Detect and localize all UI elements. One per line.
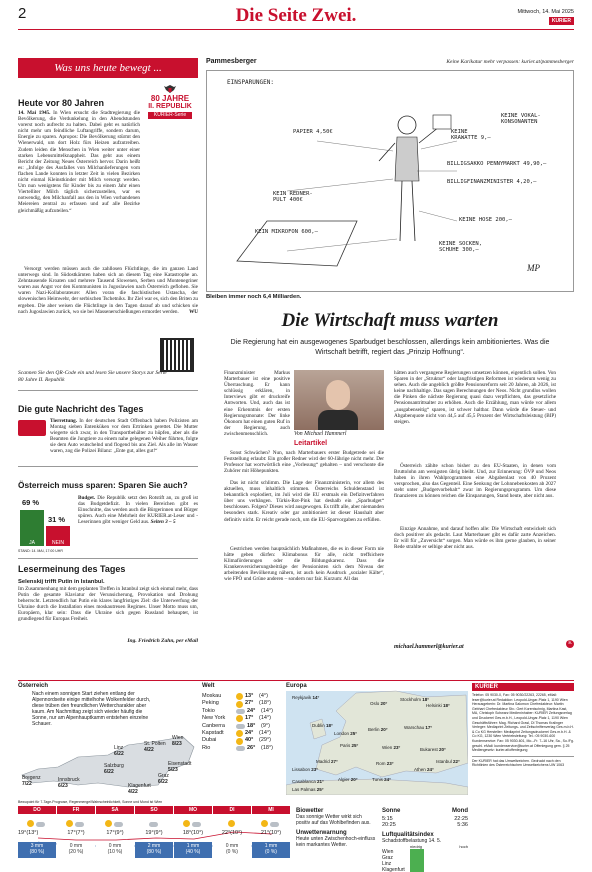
europe-city-temp: Wien 23° xyxy=(382,745,401,750)
sun-moon-air: Sonne Mond 5:15 22:25 20:25 5:36 Luftqualitätsindex Schadstoffbelastung 14. 5. niedrig hoch Wien Graz Linz Klagenfurt xyxy=(382,808,468,872)
world-list xyxy=(202,693,282,752)
europe-city-temp: Dublin 18° xyxy=(312,723,333,728)
cartoon-text: BILLIGFINANZMINISTER 4,20,– xyxy=(447,179,537,185)
editorial-col1-c: Das ist nicht schlimm. Die Lage der Finanzministerin, vor allem des aktuellen, muss inhaltlich stimmen. Österreichs Schuldenstand ist bekanntlich explodiert, im Juli wird die EU erstmals ein Defizitverfahren über uns verhängen. Türkis-Rot-Pink hat deshalb ein „Sparbudget“ beschlossen. Folgen? Dieses wird ausgewogen. Es trifft alle, aber niemanden besonders stark. Kreativ oder gar ambitioniert ist dieser Haushalt aber definitiv nicht. Er reicht gerade noch, um die EU-Sparvorgaben zu erfüllen. xyxy=(224,480,384,523)
cartoon-frame xyxy=(206,70,574,292)
air-quality-row: Wien xyxy=(382,849,468,855)
editorial-col2-a: hätten auch vergangene Regierungen umsetzen können, eigentlich sollen. Von Sparen in der „Struktur“ oder langfristigen Reformen ist wiederum wenig zu sehen. Auch die angeblich größte Pensionsreform seit 20 Jahren, ab 2026, ist keine nachhaltige. Das sagen Berechnungen der Neos. Nicht grundlos wollen die Pinken die nächste Regierung quasi dazu verpflichten, das gesetzliche Pensionsantrittsalter zu erhöhen. Auch die Erzählung, man würde vor allem „ausgabenseitig“ sparen, ist schwer haltbar. Dann würde die Steuer- und Abgabenquote nicht von 44,5 auf 45,5 Prozent der Wirtschaftsleistung (BIP) steigen. xyxy=(394,370,556,425)
air-sub: Schadstoffbelastung 14. 5. xyxy=(382,838,442,844)
police-icon xyxy=(18,420,46,436)
cartoon-section xyxy=(206,34,574,302)
europe-city-temp: Paris 25° xyxy=(340,743,359,748)
impressum xyxy=(472,683,574,869)
letter-subheading: Selenskij trifft Putin in Istanbul. xyxy=(18,579,105,585)
world-row: Moskau 13° (4°) xyxy=(202,693,268,699)
editorial-col1-b: Sonst Schwächen? Nun, nach Marterbauers erster Budgetrede sei die Feststellung erlaubt: Ein großer Redner wird der 60-Jährige nicht mehr. Der Professor hat wortwörtlich eine „Vorlesung“ gehalten – und verschonte die Zuhörer mit Höhepunkten. xyxy=(224,450,384,475)
weather-world xyxy=(202,683,282,795)
cartoon-text: KEIN MIKROFON 600,– xyxy=(255,229,318,235)
impressum-text: Telefon: 05 9030-0, Fax: 05 9030/22263, 22265, eMail: leser@kurier.at Redaktion: Leopold-Ungar-Platz 1, 1190 Wien Herausgeberin: Dr. Martina Salomon Chefredakteur: Martin Gebhart Chefredakteur Stv.: Gert Korentschnig, Martina Kast, MA, Christoph Schwarz Medieninhaber: KURIER Zeitungsverlag und Druckerei Ges.m.b.H., Leopold-Ungar-Platz 1, 1190 Wien Geschäftsführer: Mag. Richard Grasl, DI Thomas Kralinger Verleger: Mediaprint Zeitungs- und Zeitschriftenverlag Ges.m.b.H. & Co KG Hersteller: Mediaprint Zeitungsdruckerei Ges.m.b.H. & Co KG, 1230 Wien Vertriebsleitung: Tel.: 05 9030-600 Kundenservice: Fax: 05 9030-601, Mo.–Fr. 7–16 Uhr, Sa., So./Fg. geschl. eMail: kundenservice@kurier.at Offenlegung gem. § 25 Mediengesetz: kurier.at/offenlegung xyxy=(472,693,574,753)
sun-icon xyxy=(105,820,112,827)
cartoon-text: BILLIGSAKKO PENNYMARKT 49,90,– xyxy=(447,161,547,167)
sun-icon xyxy=(261,820,268,827)
air-heading: Luftqualitätsindex xyxy=(382,832,434,838)
editorial xyxy=(206,310,574,676)
austria-heading: Österreich xyxy=(18,683,49,689)
cartoon-text: KEINE VOKAL-KONSONANTEN xyxy=(501,113,541,125)
poll-yes-value: 69 % xyxy=(22,498,40,507)
forecast-day: DI 22°(10°) 0 mm (0 %) xyxy=(213,806,251,858)
seven-day-forecast xyxy=(18,806,292,866)
austria-city-temp: Eisenstadt 5/23 xyxy=(168,761,192,773)
austria-city-temp: Linz 6/22 xyxy=(114,745,124,757)
europe-city-temp: Rom 23° xyxy=(376,761,394,766)
editorial-kicker: Leitartikel xyxy=(294,440,328,447)
austria-city-temp: Bregenz 7/22 xyxy=(22,775,41,787)
europe-city-temp: Madrid 27° xyxy=(316,759,338,764)
austria-city-temp: Salzburg 6/22 xyxy=(104,763,124,775)
good-news-heading: Die gute Nachricht des Tages xyxy=(18,404,144,414)
section-banner-title: Was uns heute bewegt ... xyxy=(54,62,162,74)
biowetter-heading: Biowetter xyxy=(296,808,324,814)
divider xyxy=(18,390,198,391)
cartoon-caption: Bleiben immer noch 6,4 Milliarden. xyxy=(206,294,302,300)
austria-forecast-text: Nach einem sonnigen Start ziehen entlang der Alpennordseite einige mittelhohe Wolkenfelder durch, diese trüben den freundlichen Wettercharakter aber kaum. Am Nachmittag zeigt sich wieder häufig die Sonne, nur am Alpenhauptkamm entstehen einzelne Schauer. xyxy=(32,691,151,727)
divider xyxy=(18,558,198,559)
letter-author: Ing. Friedrich Zahn, per eMail xyxy=(127,638,198,644)
history-text xyxy=(18,110,140,214)
world-row: Peking 27° (18°) xyxy=(202,700,271,707)
author-email[interactable]: michael.hammerl@kurier.at xyxy=(394,644,464,650)
cloud-icon xyxy=(236,746,245,751)
cloud-icon xyxy=(236,709,245,714)
cartoonist-signature: MP xyxy=(527,263,540,273)
moon-label: Mond xyxy=(452,808,468,814)
sun-icon xyxy=(236,738,243,745)
editorial-col1-d: Gestrichen werden hauptsächlich Maßnahmen, die es in dieser Form nie hätte geben dürfen: Klimabonus für alle, nicht treffsichere Klimaförderungen oder die Bildungskarenz. Dass die Krankenversicherungsbeiträge der Pensionisten sich dem Niveau der arbeitenden Bevölkerung nähern, ist auch kein Ausdruck „sozialer Kälte“, wie FPÖ und Grüne anderen – sondern nur fair. Kurzum: All das xyxy=(224,546,384,583)
air-quality-row: Klagenfurt xyxy=(382,867,468,872)
weather-rule xyxy=(18,680,574,681)
sun-icon xyxy=(236,730,243,737)
author-photo xyxy=(294,370,384,430)
world-row: Tokio 24° (14°) xyxy=(202,707,273,714)
europe-city-temp: Warschau 17° xyxy=(404,725,433,730)
badge-line-2: II. REPUBLIK xyxy=(148,103,192,110)
europe-city-temp: Las Palmas 25° xyxy=(292,787,324,792)
forecast-day: MO 18°(10°) 1 mm (40 %) xyxy=(174,806,212,858)
weather-austria xyxy=(18,683,198,795)
divider xyxy=(18,466,198,467)
cartoon-text: KEIN REDNER-PULT 400€ xyxy=(273,191,313,203)
poll-yes-bar xyxy=(20,510,44,540)
world-row: Canberra 18° (9°) xyxy=(202,722,270,729)
sun-icon xyxy=(66,820,73,827)
sun-icon xyxy=(236,701,243,708)
history-text-2: Versorgt werden müssen auch die zahllosen Flüchtlinge, die im ganzen Land unterwegs sind. In Südostkärnten haben sich an diesem Tag eine Katastrophe an. Zehntausende Kroaten und mehrere Tausend Slowenen, Serben und Montenegriner waren aus Angst vor den Kommunisten in Jugoslawien nach Österreich geflohen. Sie waren Nazi-Kollaborateure: Allen voran die faschistischen Ustascha, der slowenischen Heimwehr, der serbischen Tschetniks. Ihr Ziel war es, sich den Briten zu ergeben. Die aber weisen die Flüchtlinge in den Tagen darauf ab und schicken sie nach Jugoslawien zurück, wo sie bei Massenerschießungen ermordet werden. WU xyxy=(18,266,198,315)
europe-city-temp: Tunis 24° xyxy=(372,777,391,782)
editorial-title: Die Wirtschaft muss warten xyxy=(281,310,499,331)
europe-city-temp: Istanbul 22° xyxy=(436,759,460,764)
cartoon-text: KEINE SOCKEN, SCHUHE 300,– xyxy=(439,241,483,253)
europe-city-temp: Algier 20° xyxy=(338,777,358,782)
cloud-icon xyxy=(149,822,158,827)
cartoon-label: Pammesberger xyxy=(206,58,257,65)
sun-icon xyxy=(183,820,190,827)
impressum-brand: KURIER xyxy=(472,683,574,691)
cloud-icon xyxy=(270,822,279,827)
poll-no-value: 31 % xyxy=(48,515,66,524)
sun-icon xyxy=(27,820,34,827)
author-name: Von Michael Hammerl xyxy=(294,431,347,437)
good-news-text: Tierrettung. In der deutschen Stadt Offenbach haben Polizisten am Montag sieben Entenküken vor dem Ertrinken gerettet. Die Mutter wiegerte sich zwar, in den Transportbehälter zu hüpfen, aber als die Beamten die Jungtiere zu einem nahe gelegenen Weiher führten, folgte sie dem Auto wutschelnd und flogend bis ans Ziel. Als alle im Wasser waren, zog die Polizei Bilanz: „Ente gut, alles gut!“ xyxy=(50,418,198,455)
europe-city-temp: Reykjavik 14° xyxy=(292,695,320,700)
history-lead: 14. Mai 1945. xyxy=(18,110,51,116)
europe-city-temp: Helsinki 18° xyxy=(426,703,450,708)
page-title: Die Seite Zwei. xyxy=(235,5,357,26)
masthead-rule xyxy=(18,29,574,30)
cartoon-text: EINSPARUNGEN: xyxy=(227,79,274,86)
cloud-icon xyxy=(75,822,84,827)
cartoon-text: KEINE KRAWATTE 9,– xyxy=(451,129,491,141)
air-quality-row: Linz xyxy=(382,861,468,867)
sun-icon xyxy=(228,820,235,827)
europe-city-temp: Athen 24° xyxy=(414,767,434,772)
letter-text: Im Zusammenhang mit dem geplanten Treffen in Istanbul zeigt sich einmal mehr, dass Putin die gesamte Klaviatur der Verunsicherung, Provokation und Drohung beherrscht. Letztendlich hat Putin ein klares langfristiges Ziel: die Unterwerfung der Ukraine durch die Installation eines moskautreuen Regimes. Unser Motto muss um, Europäern, klar sein: Dass die Ukraine sich gegen Russland behauptet, ist grundlegend für Europas Freiheit. xyxy=(18,586,198,623)
austria-map xyxy=(18,723,198,793)
world-row: New York 17° (14°) xyxy=(202,715,271,722)
forecast-day: SA 17°(9°) 0 mm (10 %) xyxy=(96,806,134,858)
europe-city-temp: Bukarest 20° xyxy=(420,747,446,752)
editorial-col2-b: Österreich zählte schon bisher zu den EU-Staaten, in denen vom Bruttolohn am wenigsten übrig bleibt. Und, zur Erinnerung: ÖVP und Neos haben in ihren Wahlprogrammen eine Abgabenlast von 40 Prozent versprochen, also das Gegenteil. Eine Senkung der Lohnnebenkosten ab 2027 steht unter „Budgetvorbehalt“ zwar im Regierungsprogramm. Um diese finanzieren zu können reichen die Einsparungen, Stand heute, aber nicht aus. xyxy=(394,463,556,500)
world-row: Rio 26° (18°) xyxy=(202,744,273,751)
europe-city-temp: Stockholm 18° xyxy=(400,697,430,702)
kurier-k-icon: K xyxy=(566,640,574,648)
poll-yes-label: JA xyxy=(20,540,44,546)
cloud-icon xyxy=(114,822,123,827)
world-row: Dubai 40° (29°) xyxy=(202,737,271,744)
austria-city-temp: Innsbruck 6/23 xyxy=(58,777,80,789)
poll-ref-link[interactable]: Seiten 3 – 5 xyxy=(150,519,176,526)
cloud-icon xyxy=(36,822,45,827)
weather-europe xyxy=(286,683,468,795)
biowetter xyxy=(296,808,376,848)
page-number: 2 xyxy=(18,5,27,22)
poll-source: STAND: 14. MAI, 17:00 UHR xyxy=(18,549,63,553)
biowetter-text: Das sonnige Wetter wirkt sich positiv auf das Wohlbefinden aus. xyxy=(296,814,371,826)
europe-city-temp: London 25° xyxy=(334,731,358,736)
poll-heading: Österreich muss sparen: Sparen Sie auch? xyxy=(18,480,188,490)
austria-eagle-icon xyxy=(163,84,177,94)
poll-no-bar xyxy=(46,526,70,540)
sun-icon xyxy=(236,693,243,700)
europe-city-temp: Casablanca 21° xyxy=(292,779,324,784)
anniversary-badge xyxy=(142,84,198,142)
poll-chart xyxy=(18,494,74,548)
unwetter-text: Heute unten Zwischenhoch-einfluss kein markantes Wetter. xyxy=(296,836,376,848)
impressum-footer: Der KURIER hat das Umweltzeichen. Gedruckt nach den Richtlinien des Österreichischen Umweltzeichens UW 1063 xyxy=(472,756,574,768)
europe-city-temp: Lissabon 23° xyxy=(292,767,319,772)
world-heading: Welt xyxy=(202,683,215,689)
austria-city-temp: Wien 8/23 xyxy=(172,735,184,747)
europe-city-temp: Oslo 20° xyxy=(370,701,388,706)
issue-date: Mittwoch, 14. Mai 2025 xyxy=(517,9,574,15)
austria-city-temp: Graz 6/22 xyxy=(158,773,169,785)
sun-label: Sonne xyxy=(382,808,401,814)
weather-footnote: Bewupoint für 7-Tage-Prognose, Regenmenge/Wahrscheinlichkeit, Sonne und Mond ist Wien xyxy=(18,800,163,804)
badge-line-3: KURIER-Serie xyxy=(148,112,192,119)
poll-no-label: NEIN xyxy=(46,540,70,546)
unwetter-heading: Unwetterwarnung xyxy=(296,830,347,836)
editorial-subtitle: Die Regierung hat ein ausgewogenes Sparbudget beschlossen, allerdings kein ambitioniertes. Was die Wirtschaft betrifft, regiert das „Prinzip Hoffnung“. xyxy=(230,339,550,356)
history-text-1: In Wien ersucht die Stadtregierung die Bevölkerung, die Verdunkelung in den Abendstunden vorerst noch aufrecht zu halten. Dabei geht es natürlich nicht mehr um feindliche Luftangriffe, sondern darum, Energie zu sparen. Apropos: Die Bevölkerung stürmt den Wienerwald, um dort Holz fürs Heizen aufzutreiben. Zudem leiden die Menschen in Wien weiter unter einer starken Lebensmittelknappheit. Das geht aus einem Bericht der Zeitung Neues Österreich hervor. Darin heißt es: „Infolge des Ausfalles von Milchanlieferungen vom flachen Lande konnten in letzter Zeit in vielen Bezirken nicht einmal Kleinstkinder mit Milch versorgt werden. Um nun wenigstens für Kinder bis zu einem Jahr einen Viertelliter Milch täglich sicherzustellen, war es notwendig, den Milchanfall aus den in Wien vorhandenen Meiereien zentral zu erfassen und auf alle Bezirke gleichmäßig aufzuteilen.“ xyxy=(18,110,140,214)
europe-heading: Europa xyxy=(286,683,307,689)
cartoon-text: KEINE HOSE 200,– xyxy=(459,217,512,223)
sun-icon xyxy=(236,715,243,722)
europe-city-temp: Berlin 20° xyxy=(368,727,388,732)
cartoon-tagline[interactable]: Keine Karikatur mehr verpassen: kurier.at/pammesberger xyxy=(446,59,574,65)
editorial-col1-a: Finanzminister Markus Marterbauer ist eine positive Überraschung. Er kann schlüssig erklären, in Interviews gibt er druckreife Antworten. Und, auch das ist eine Erkenntnis der ersten Regierungsmonate: Der linke Ökonom hat einen guten Ruf in der Regierung, auch zwischenmenschlich. xyxy=(224,370,290,437)
qr-code[interactable] xyxy=(160,338,194,372)
air-quality-row: Graz xyxy=(382,855,468,861)
forecast-day: MI 21°(10°) 1 mm (0 %) xyxy=(252,806,290,858)
brand-badge: KURIER xyxy=(549,17,574,25)
letter-heading: Lesermeinung des Tages xyxy=(18,564,126,574)
cartoon-text: PAPIER 4,50€ xyxy=(293,129,333,135)
forecast-day: FR 17°(7°) 0 mm (20 %) xyxy=(57,806,95,858)
austria-city-temp: Klagenfurt 4/22 xyxy=(128,783,151,795)
left-column xyxy=(18,34,198,674)
editorial-col2-c: Einzige Annahme, und darauf hoffen alle: Die Wirtschaft entwickelt sich doch positiver als gedacht. Laut Marterbauer gibt es dafür zarte Anzeichen. Er will für „Zuversicht“ sorgen. Man würde es ihm gerne glauben, in seiner Rede strahlte er selbige aber nicht aus. xyxy=(394,526,556,551)
cloud-icon xyxy=(236,724,245,729)
world-row: Kapstadt 24° (14°) xyxy=(202,730,271,737)
masthead xyxy=(0,0,592,30)
poll-text: Budget. Die Republik setzt den Rotstift an, zu groß ist das Budgetdefizit. In vielen Bereichen gibt es Einschnitte, das werden auch die Bürgerinnen und Bürger spüren. Auch eine Mehrheit der KURIER.at-Leser und -Leserinnen gibt weniger Geld aus. Seiten 3 – 5 xyxy=(78,495,198,526)
history-heading: Heute vor 80 Jahren xyxy=(18,98,105,108)
qr-text: Scannen Sie den QR-Code ein und lesen Sie unsere Storys zur Serie 80 Jahre II. Republik xyxy=(18,370,167,383)
history-author: WU xyxy=(189,308,198,315)
forecast-day: SO 19°(9°) 2 mm (80 %) xyxy=(135,806,173,858)
austria-city-temp: St. Pölten 4/22 xyxy=(144,741,166,753)
section-banner xyxy=(18,58,198,78)
badge-line-1: 80 JAHRE xyxy=(150,94,190,103)
forecast-day: DO 19°(13°) 3 mm (80 %) xyxy=(18,806,56,858)
cloud-icon xyxy=(192,822,201,827)
